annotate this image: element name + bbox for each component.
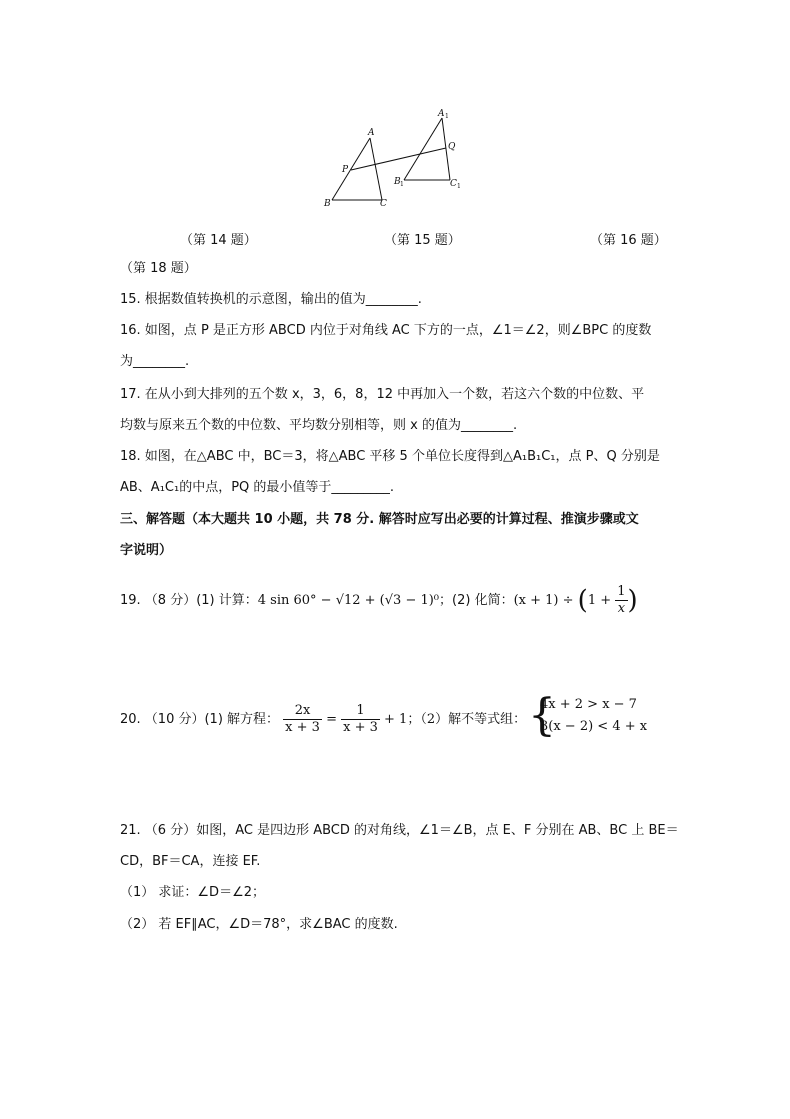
caption-q18: （第 18 题）	[120, 261, 197, 276]
q20-tail: + 1；（2）解不等式组：	[384, 712, 527, 727]
question-21-part1: （1） 求证：∠D＝∠2；	[120, 885, 265, 900]
q19-frac-num: 1	[617, 584, 626, 599]
label-p: P	[342, 165, 349, 175]
q19-expression-2: (x + 1) ÷	[513, 593, 574, 608]
caption-q15: （第 15 题）	[384, 233, 461, 248]
q19-open-paren: (	[577, 585, 588, 616]
q20-system-row-2: 3(x − 2) < 4 + x	[540, 719, 648, 734]
question-20	[120, 703, 526, 736]
q19-one-plus: 1 +	[587, 593, 612, 608]
translation-figure	[320, 100, 470, 212]
segment-ab	[332, 138, 370, 200]
q19-mid: ；(2) 化简：	[439, 593, 514, 608]
q20-system-row-1: 4x + 2 > x − 7	[540, 697, 637, 712]
q20-system-brace: {	[528, 690, 556, 741]
label-a1-sub: 1	[445, 113, 449, 120]
question-16-line1: 16. 如图，点 P 是正方形 ABCD 内位于对角线 AC 下方的一点，∠1＝∠2，则∠BPC 的度数	[120, 323, 652, 338]
triangle-diagram	[320, 100, 470, 212]
question-18-line2: AB、A₁C₁的中点，PQ 的最小值等于_________.	[120, 480, 395, 495]
q20-f1-den: x + 3	[285, 720, 320, 735]
label-b1: B	[394, 177, 401, 187]
caption-q14: （第 14 题）	[180, 233, 257, 248]
q19-fraction	[615, 584, 627, 617]
question-17-line1: 17. 在从小到大排列的五个数 x，3，6，8，12 中再加入一个数，若这六个数的中位数、平	[120, 387, 645, 402]
caption-q16: （第 16 题）	[590, 233, 667, 248]
question-18-line1: 18. 如图，在△ABC 中，BC＝3，将△ABC 平移 5 个单位长度得到△A₁B₁C₁，点 P、Q 分别是	[120, 449, 660, 464]
q20-fraction-2	[341, 703, 380, 736]
question-16-line2: 为________.	[120, 354, 190, 369]
section-3-heading-line2: 字说明）	[120, 543, 173, 558]
question-15: 15. 根据数值转换机的示意图，输出的值为________.	[120, 292, 422, 307]
q20-equals: =	[326, 712, 337, 727]
label-a1: A	[438, 109, 445, 119]
question-21-part2: （2） 若 EF∥AC，∠D＝78°，求∠BAC 的度数.	[120, 917, 398, 932]
question-19	[120, 584, 638, 617]
q20-f2-den: x + 3	[343, 720, 378, 735]
q20-system	[540, 694, 647, 738]
label-c1-sub: 1	[457, 183, 461, 190]
q20-prefix: 20. （10 分）(1) 解方程：	[120, 712, 280, 727]
label-a: A	[368, 128, 375, 138]
q19-expression-1: 4 sin 60° − √12 + (√3 − 1)⁰	[257, 593, 440, 608]
section-3-heading-line1: 三、解答题（本大题共 10 小题，共 78 分. 解答时应写出必要的计算过程、推演步骤或文	[120, 512, 639, 527]
q19-close-paren: )	[627, 585, 638, 616]
q20-fraction-1	[283, 703, 322, 736]
q20-f2-num: 1	[341, 703, 380, 720]
label-b: B	[324, 199, 331, 209]
q19-prefix: 19. （8 分）(1) 计算：	[120, 593, 258, 608]
question-21-line1: 21. （6 分）如图，AC 是四边形 ABCD 的对角线，∠1＝∠B，点 E、F 分别在 AB、BC 上 BE＝	[120, 823, 679, 838]
question-21-line2: CD，BF＝CA，连接 EF.	[120, 854, 261, 869]
q20-f1-num: 2x	[283, 703, 322, 720]
label-b1-sub: 1	[400, 181, 404, 188]
question-17-line2: 均数与原来五个数的中位数、平均数分别相等，则 x 的值为________.	[120, 418, 518, 433]
label-c: C	[380, 199, 387, 209]
q19-frac-den: x	[617, 601, 626, 616]
segment-ac	[370, 138, 382, 200]
label-q: Q	[448, 142, 456, 152]
segment-a1b1	[404, 118, 442, 180]
segment-pq	[351, 148, 446, 170]
label-c1: C	[450, 179, 457, 189]
